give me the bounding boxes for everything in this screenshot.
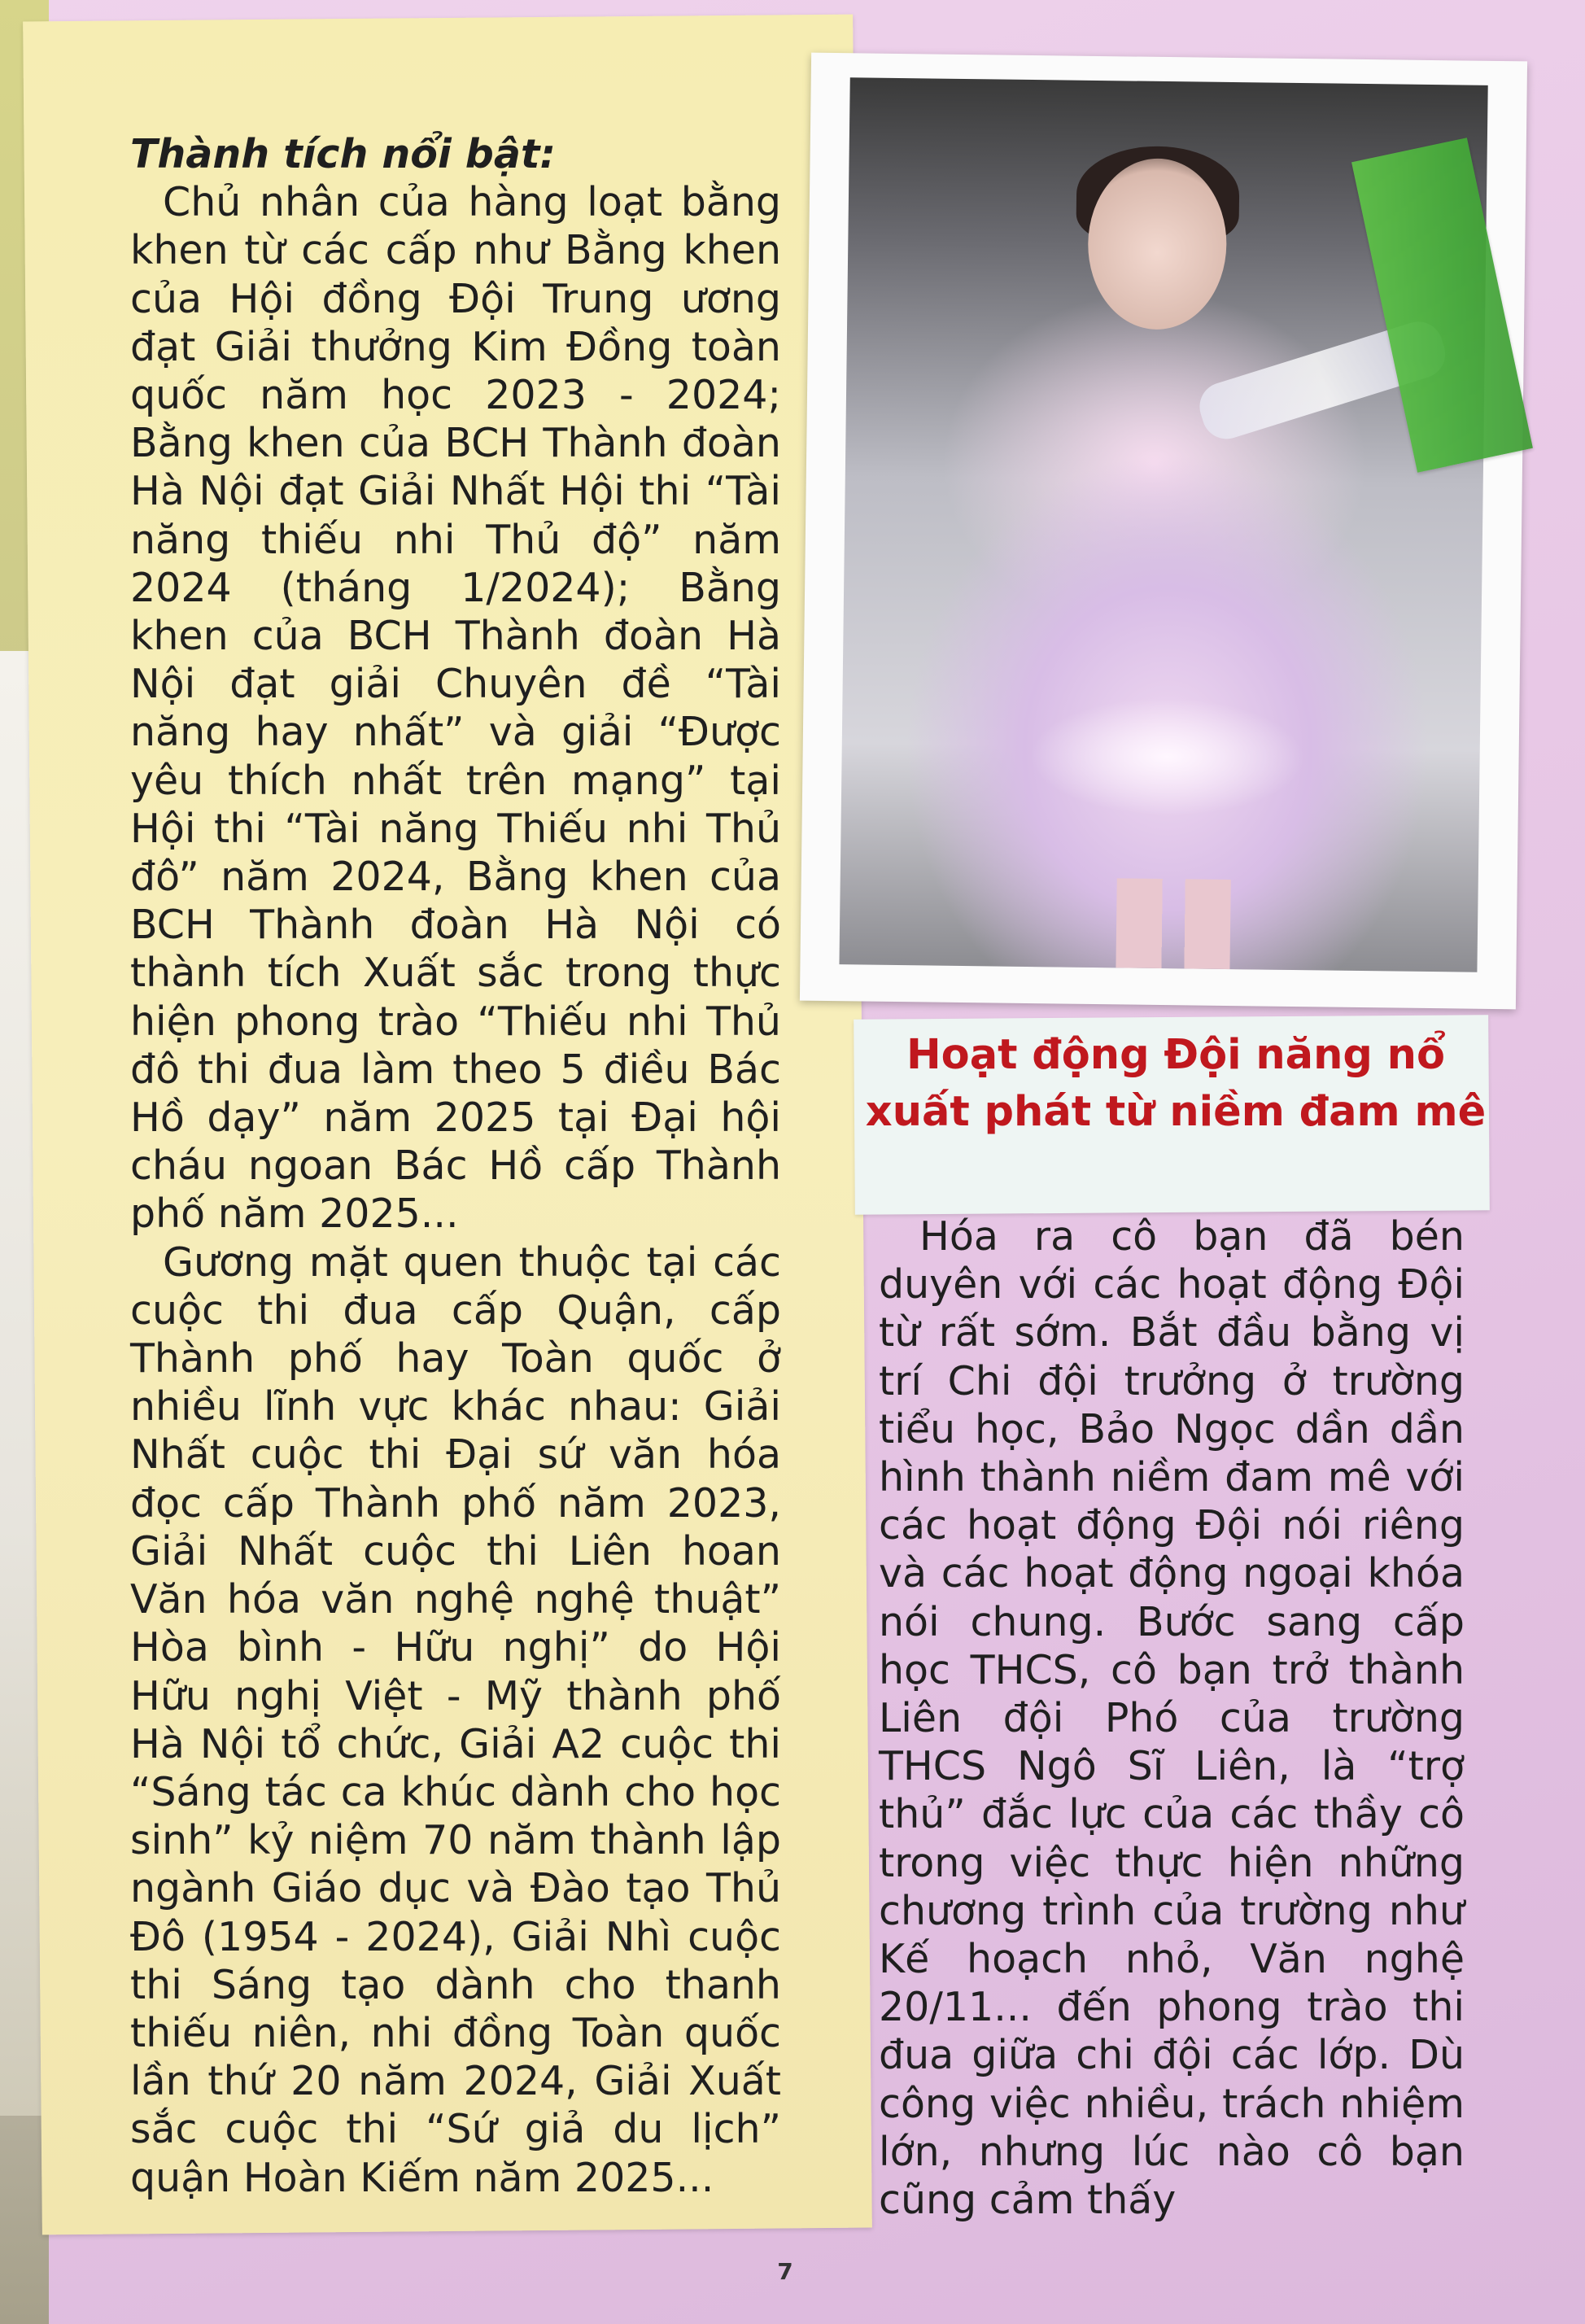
photo-legs [1116, 878, 1230, 969]
section-title: Hoạt động Đội năng nổ xuất phát từ niềm đam mê [865, 1031, 1487, 1136]
page-number: 7 [777, 2258, 793, 2285]
right-column-text [879, 1212, 1465, 2224]
activities-paragraph: Hóa ra cô bạn đã bén duyên với các hoạt động Đội từ rất sớm. Bắt đầu bằng vị trí Chi đội trưởng ở trường tiểu học, Bảo Ngọc dần dần hình thành niềm đam mê với các hoạt động Đội nói riêng và các hoạt động ngoại khóa nói chung. Bước sang cấp học THCS, cô bạn trở thành Liên đội Phó của trường THCS Ngô Sĩ Liên, là “trợ thủ” đắc lực của các thầy cô trong việc thực hiện những chương trình của trường như Kế hoạch nhỏ, Văn nghệ 20/11... đến phong trào thi đua giữa chi đội các lớp. Dù công việc nhiều, trách nhiệm lớn, nhưng lúc nào cô bạn cũng cảm thấy [879, 1213, 1465, 2224]
achievements-paragraph: Chủ nhân của hàng loạt bằng khen từ các cấp như Bằng khen của Hội đồng Đội Trung ương đạt Giải thưởng Kim Đồng toàn quốc năm học 2023 - 2024; Bằng khen của BCH Thành đoàn Hà Nội đạt Giải Nhất Hội thi “Tài năng thiếu nhi Thủ độ” năm 2024 (tháng 1/2024); Bằng khen của BCH Thành đoàn Hà Nội đạt giải Chuyên đề “Tài năng hay nhất” và giải “Được yêu thích nhất trên mạng” tại Hội thi “Tài năng Thiếu nhi Thủ đô” năm 2024, Bằng khen của BCH Thành đoàn Hà Nội có thành tích Xuất sắc trong thực hiện phong trào “Thiếu nhi Thủ đô thi đua làm theo 5 điều Bác Hồ dạy” năm 2025 tại Đại hội cháu ngoan Bác Hồ cấp Thành phố năm 2025... [130, 179, 781, 1238]
left-column-text [130, 130, 781, 2202]
achievements-heading: Thành tích nổi bật: [130, 131, 556, 177]
photo-face [1087, 158, 1228, 330]
competitions-paragraph: Gương mặt quen thuộc tại các cuộc thi đua cấp Quận, cấp Thành phố hay Toàn quốc ở nhiều lĩnh vực khác nhau: Giải Nhất cuộc thi Đại sứ văn hóa đọc cấp Thành phố năm 2023, Giải Nhất cuộc thi Liên hoan Văn hóa văn nghệ nghệ thuật” Hòa bình - Hữu nghị” do Hội Hữu nghị Việt - Mỹ thành phố Hà Nội tổ chức, Giải A2 cuộc thi “Sáng tác ca khúc dành cho học sinh” kỷ niệm 70 năm thành lập ngành Giáo dục và Đào tạo Thủ Đô (1954 - 2024), Giải Nhì cuộc thi Sáng tạo dành cho thanh thiếu niên, nhi đồng Toàn quốc lần thứ 20 năm 2024, Giải Xuất sắc cuộc thi “Sứ giả du lịch” quận Hoàn Kiếm năm 2025... [130, 1238, 781, 2201]
